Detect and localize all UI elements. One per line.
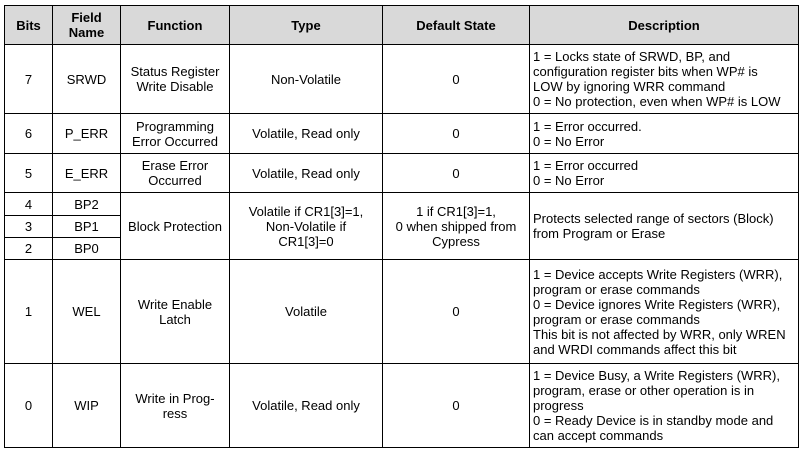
description-line: can accept commands	[533, 428, 664, 443]
bits-cell: 3	[5, 216, 53, 238]
default-state-cell: 0	[383, 45, 530, 114]
table-row	[5, 260, 799, 364]
description-line: This bit is not affected by WRR, only WREN	[533, 326, 786, 342]
field-name-cell: E_ERR	[53, 154, 121, 193]
field-name-cell: WEL	[53, 260, 121, 364]
field-name-cell: P_ERR	[53, 114, 121, 154]
table-row	[5, 364, 799, 448]
description-line: program or erase commands	[533, 311, 700, 327]
function-cell	[121, 364, 230, 448]
bits-cell: 4	[5, 193, 53, 216]
header-description: Description	[530, 6, 799, 45]
function-cell	[121, 260, 230, 364]
description-line: 1 = Device accepts Write Registers (WRR),	[533, 266, 783, 282]
default-state-cell: 0	[383, 154, 530, 193]
bits-cell: 0	[5, 364, 53, 448]
type-cell: Volatile	[230, 260, 383, 364]
table-row	[5, 193, 799, 216]
description-line: 0 = Device ignores Write Registers (WRR),	[533, 296, 781, 312]
description-line: 1 = Device Busy, a Write Registers (WRR),	[533, 368, 780, 383]
description-line: 0 = Ready Device is in standby mode and	[533, 413, 774, 428]
default-line: 0 when shipped from	[395, 218, 517, 234]
register-bit-table	[4, 5, 799, 448]
description-cell	[530, 154, 799, 193]
description-line: 0 = No Error	[533, 173, 605, 188]
field-name-cell: BP1	[53, 216, 121, 238]
bits-cell: 1	[5, 260, 53, 364]
bits-cell: 7	[5, 45, 53, 114]
table-row	[5, 114, 799, 154]
description-line: 0 = No protection, even when WP# is LOW	[533, 94, 781, 109]
type-line: CR1[3]=0	[278, 233, 334, 249]
function-line: Latch	[159, 311, 191, 327]
type-cell: Volatile, Read only	[230, 114, 383, 154]
type-cell: Non-Volatile	[230, 45, 383, 114]
field-name-cell: BP2	[53, 193, 121, 216]
function-line: Status Register	[130, 64, 220, 79]
description-line: progress	[533, 398, 584, 413]
header-type: Type	[230, 6, 383, 45]
table-row	[5, 45, 799, 114]
function-cell	[121, 114, 230, 154]
function-line: Write Enable	[137, 296, 213, 312]
default-state-cell: 0	[383, 260, 530, 364]
description-line: 1 = Error occurred	[533, 158, 639, 173]
function-line: ress	[162, 405, 188, 421]
description-line: program or erase commands	[533, 281, 700, 297]
function-line: Error Occurred	[132, 133, 218, 149]
header-function: Function	[121, 6, 230, 45]
header-field-name	[53, 6, 121, 45]
function-cell: Block Protection	[121, 193, 230, 260]
function-cell	[121, 45, 230, 114]
bits-cell: 6	[5, 114, 53, 154]
function-line: Occurred	[148, 173, 202, 188]
header-bits: Bits	[5, 6, 53, 45]
function-line: Write in Prog-	[135, 390, 215, 406]
description-line: configuration register bits when WP# is	[533, 64, 758, 79]
header-field-name-text: Field Name	[68, 10, 105, 40]
description-cell	[530, 45, 799, 114]
description-line: Protects selected range of sectors (Block)	[533, 211, 774, 226]
default-state-cell: 0	[383, 114, 530, 154]
description-line: 1 = Error occurred.	[533, 118, 642, 134]
description-line: from Program or Erase	[533, 226, 666, 241]
default-state-cell	[383, 193, 530, 260]
description-line: LOW by ignoring WRR command	[533, 79, 726, 94]
description-line: 1 = Locks state of SRWD, BP, and	[533, 49, 731, 64]
default-line: 1 if CR1[3]=1,	[416, 203, 496, 219]
bits-cell: 2	[5, 238, 53, 260]
type-cell: Volatile, Read only	[230, 154, 383, 193]
type-cell	[230, 193, 383, 260]
function-line: Programming	[135, 118, 215, 134]
field-name-cell: SRWD	[53, 45, 121, 114]
description-cell	[530, 114, 799, 154]
field-name-cell: WIP	[53, 364, 121, 448]
description-line: 0 = No Error	[533, 133, 605, 149]
type-cell: Volatile, Read only	[230, 364, 383, 448]
table-row	[5, 154, 799, 193]
function-line: Erase Error	[141, 158, 209, 173]
description-cell	[530, 260, 799, 364]
description-cell	[530, 364, 799, 448]
default-state-cell: 0	[383, 364, 530, 448]
default-line: Cypress	[432, 233, 480, 249]
description-cell	[530, 193, 799, 260]
field-name-cell: BP0	[53, 238, 121, 260]
function-line: Write Disable	[136, 79, 214, 94]
header-default-state: Default State	[383, 6, 530, 45]
description-line: and WRDI commands affect this bit	[533, 341, 737, 357]
bits-cell: 5	[5, 154, 53, 193]
function-cell	[121, 154, 230, 193]
type-line: Non-Volatile if	[265, 218, 347, 234]
table-header-row	[5, 6, 799, 45]
type-line: Volatile if CR1[3]=1,	[248, 203, 364, 219]
description-line: program, erase or other operation is in	[533, 383, 755, 398]
